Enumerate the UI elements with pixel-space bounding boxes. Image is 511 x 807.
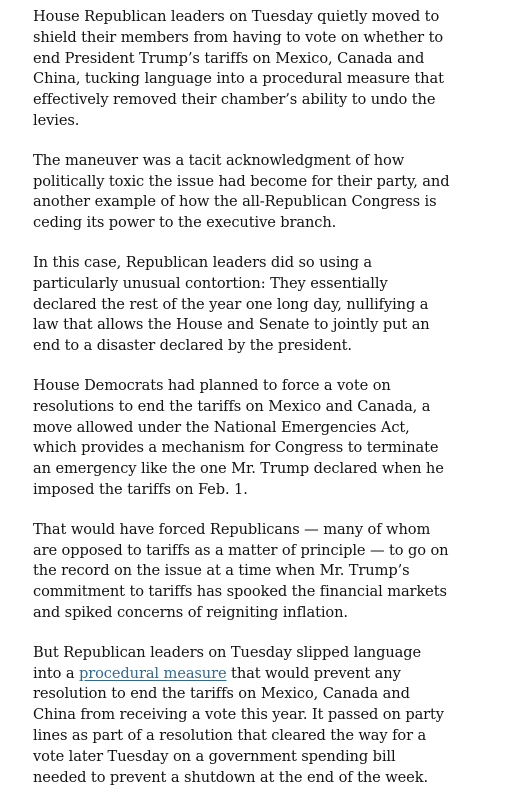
article-paragraph-4: House Democrats had planned to force a vote on resolutions to end the tariffs on Mexico and Canada, a move allowed under the National Emergencies Act, which provides a mechanism for Congress to terminate an emergency like the one Mr. Trump declared when he imposed the tariffs on Feb. 1. [33, 376, 444, 498]
article-paragraph-2: The maneuver was a tacit acknowledgment of how politically toxic the issue had become for their party, and another example of how the all-Republican Congress is ceding its power to the executive branch. [33, 151, 450, 232]
article-paragraph-6 [33, 643, 453, 789]
paragraph-6-text-after: that would prevent any resolution to end the tariffs on Mexico, Canada and China from receiving a vote this year. It passed on party lines as part of a resolution that cleared the way for a vote later Tuesday on a government spending bill needed to prevent a shutdown at the end of the week. [33, 664, 444, 786]
procedural-measure-link[interactable]: procedural measure [79, 664, 227, 682]
article-paragraph-3: In this case, Republican leaders did so using a particularly unusual contortion: They essentially declared the rest of the year one long day, nullifying a law that allows the House and Senate to jointly put an end to a disaster declared by the president. [33, 253, 430, 355]
paragraph-6-text-before: But Republican leaders on Tuesday slipped language into a [33, 643, 421, 682]
article-paragraph-1: House Republican leaders on Tuesday quietly moved to shield their members from having to vote on whether to end President Trump’s tariffs on Mexico, Canada and China, tucking language into a procedural measure that effectively removed their chamber’s ability to undo the levies. [33, 8, 444, 129]
article-paragraph-5: That would have forced Republicans — many of whom are opposed to tariffs as a matter of principle — to go on the record on the issue at a time when Mr. Trump’s commitment to tariffs has spooked the financial markets and spiked concerns of reigniting inflation. [33, 520, 449, 621]
article-body [33, 7, 453, 807]
